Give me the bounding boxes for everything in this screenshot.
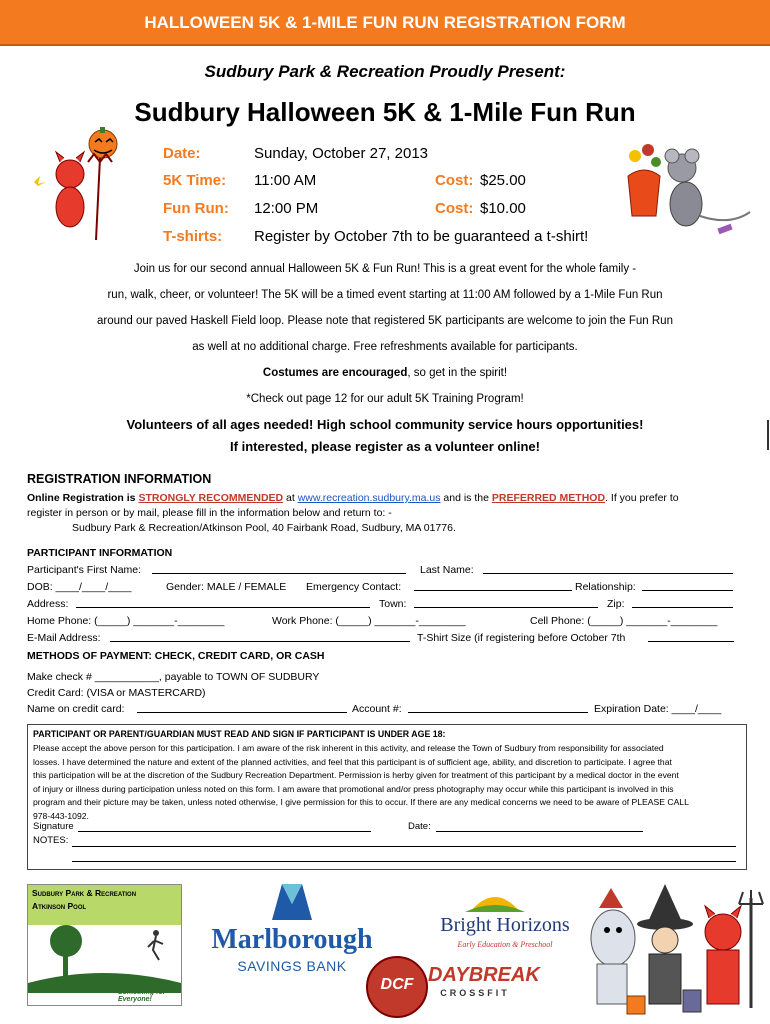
signature-date-field[interactable] xyxy=(436,821,643,832)
fun-run-label: Fun Run: xyxy=(163,200,229,217)
cost-fun-label: Cost: xyxy=(435,200,474,217)
email-label: E-Mail Address: xyxy=(27,632,101,644)
registration-heading: REGISTRATION INFORMATION xyxy=(27,472,212,486)
waiver-text xyxy=(33,742,745,824)
prefer-text: . If you prefer to xyxy=(605,492,679,504)
recreation-website-link[interactable]: www.recreation.sudbury.ma.us xyxy=(297,492,441,504)
marlborough-m-icon xyxy=(268,880,316,922)
online-registration-label: Online Registration is xyxy=(27,492,139,504)
marlborough-name: Marlborough xyxy=(211,924,373,955)
mouse-candy-illustration xyxy=(620,136,760,246)
spr-pool: Atkinson Pool xyxy=(32,901,87,911)
waiver-line: 978-443-1092. xyxy=(33,810,89,821)
account-field[interactable] xyxy=(408,701,588,713)
cost-5k-value: $25.00 xyxy=(480,172,526,189)
town-field[interactable] xyxy=(414,596,598,608)
time-value: 11:00 AM xyxy=(254,172,317,189)
town-label: Town: xyxy=(379,598,407,610)
intro-paragraph xyxy=(30,256,740,412)
daybreak-crossfit-logo xyxy=(428,964,540,1006)
last-name-label: Last Name: xyxy=(420,564,474,576)
spr-tagline: Something for Everyone! xyxy=(118,989,166,1003)
tshirt-size-field[interactable] xyxy=(648,630,734,642)
devil-pumpkin-illustration xyxy=(28,122,128,242)
tshirt-label: T-shirts: xyxy=(163,228,223,245)
waiver-line: Please accept the above person for this participation. I am aware of the risk inherent in this activity, and release the Town of Sudbury from responsibility for associated xyxy=(33,743,664,753)
address-label: Address: xyxy=(27,598,69,610)
volunteers-line-1: Volunteers of all ages needed! High school community service hours opportunities! xyxy=(126,417,644,432)
relationship-field[interactable] xyxy=(642,579,733,591)
gender-field[interactable]: Gender: MALE / FEMALE xyxy=(166,581,287,593)
intro-line-4: as well at no additional charge. Free refreshments available for participants. xyxy=(192,341,578,353)
spr-name: Sudbury Park & Recreation xyxy=(32,888,137,898)
relationship-label: Relationship: xyxy=(575,581,636,593)
sudbury-park-rec-logo xyxy=(27,884,182,1006)
fun-run-value: 12:00 PM xyxy=(254,200,319,217)
intro-line-2: run, walk, cheer, or volunteer! The 5K will be a timed event starting at 11:00 AM followed by a 1-Mile Fun Run xyxy=(107,289,663,301)
strongly-recommended: STRONGLY RECOMMENDED xyxy=(138,492,284,504)
at-text: at xyxy=(283,492,298,504)
marlborough-logo xyxy=(192,880,392,1000)
zip-label: Zip: xyxy=(607,598,625,610)
credit-card-type: Credit Card: (VISA or MASTERCARD) xyxy=(27,687,206,699)
event-title: Sudbury Halloween 5K & 1-Mile Fun Run xyxy=(134,97,636,127)
dcf-logo xyxy=(366,956,428,1018)
waiver-heading: PARTICIPANT OR PARENT/GUARDIAN MUST READ AND SIGN IF PARTICIPANT IS UNDER AGE 18: xyxy=(33,729,446,739)
expiration-field[interactable]: Expiration Date: ____/____ xyxy=(594,703,722,715)
subtitle: Sudbury Park & Recreation Proudly Present: xyxy=(204,62,566,81)
participant-heading: PARTICIPANT INFORMATION xyxy=(27,547,173,559)
home-phone-field[interactable]: Home Phone: (_____) _______-________ xyxy=(27,615,225,627)
work-phone-field[interactable]: Work Phone: (_____) _______-________ xyxy=(272,615,466,627)
emergency-contact-label: Emergency Contact: xyxy=(306,581,402,593)
date-label: Date: xyxy=(163,145,201,162)
address-field[interactable] xyxy=(76,596,370,608)
signature-label: Signature xyxy=(33,821,74,832)
emergency-contact-field[interactable] xyxy=(414,579,572,591)
last-name-field[interactable] xyxy=(483,562,733,574)
tshirt-size-label: T-Shirt Size (if registering before October 7th xyxy=(417,632,626,644)
costumes-rest: , so get in the spirit! xyxy=(407,367,508,379)
intro-line-1: Join us for our second annual Halloween 5K & Fun Run! This is a great event for the whole family - xyxy=(133,263,637,275)
notes-label: NOTES: xyxy=(33,835,69,846)
marlborough-sub: SAVINGS BANK xyxy=(237,958,347,974)
scan-mark xyxy=(767,420,769,450)
first-name-field[interactable] xyxy=(152,562,406,574)
payment-heading: METHODS OF PAYMENT: CHECK, CREDIT CARD, OR CASH xyxy=(27,650,325,662)
volunteers-line-2: If interested, please register as a volunteer online! xyxy=(230,439,540,454)
cost-fun-value: $10.00 xyxy=(480,200,526,217)
first-name-label: Participant's First Name: xyxy=(27,564,142,576)
daybreak-text: DAYBREAK xyxy=(428,964,540,986)
waiver-line: losses. I have determined the nature and extent of the planned activities, and feel that this participant is of sufficient age, ability, and discretion to participate. I agree that xyxy=(33,756,672,767)
intro-line-3: around our paved Haskell Field loop. Please note that registered 5K participants are welcome to join the Fun Run xyxy=(97,315,673,327)
and-is-text: and is the xyxy=(440,492,492,504)
email-field[interactable] xyxy=(110,630,410,642)
bright-horizons-name: Bright Horizons xyxy=(440,914,570,936)
form-banner: HALLOWEEN 5K & 1-MILE FUN RUN REGISTRATION FORM xyxy=(0,0,770,46)
signature-field[interactable] xyxy=(78,821,371,832)
waiver-line: program and their picture may be taken, unless noted otherwise, I give permission for this to occur. If there are any medical concerns we need to be aware of PLEASE CALL xyxy=(33,797,689,808)
costumes-line xyxy=(30,360,740,386)
notes-field-line-1[interactable] xyxy=(72,836,736,847)
registration-text xyxy=(27,491,747,536)
zip-field[interactable] xyxy=(632,596,733,608)
preferred-method: PREFERRED METHOD xyxy=(491,492,606,504)
name-on-card-field[interactable] xyxy=(137,701,347,713)
dob-field[interactable]: DOB: ____/____/____ xyxy=(27,581,132,593)
time-label: 5K Time: xyxy=(163,172,227,189)
waiver-line: of injury or illness during participation unless noted on this form. I am aware that promotional and/or press photography may occur while this participant is involved in this xyxy=(33,783,674,794)
registration-line-2: register in person or by mail, please fill in the information below and return to: - xyxy=(27,507,392,519)
date-value: Sunday, October 27, 2013 xyxy=(254,145,429,162)
date-label-sign: Date: xyxy=(408,821,431,832)
account-label: Account #: xyxy=(352,703,402,715)
bright-horizons-logo xyxy=(430,886,580,956)
tree-runner-icon xyxy=(28,923,181,993)
sunrise-icon xyxy=(460,886,530,912)
check-field[interactable]: Make check # ___________, payable to TOWN OF SUDBURY xyxy=(27,671,320,683)
mailing-address: Sudbury Park & Recreation/Atkinson Pool, 40 Fairbank Road, Sudbury, MA 01776. xyxy=(72,522,456,534)
dcf-text: DCF xyxy=(380,976,414,993)
waiver-line: this participation will be at the discretion of the Sudbury Recreation Department. Permission is herby given for treatment of this participant by a medical doctor in the event xyxy=(33,770,679,781)
volunteers-callout xyxy=(30,414,740,458)
bright-horizons-sub: Early Education & Preschool xyxy=(457,940,553,949)
name-on-card-label: Name on credit card: xyxy=(27,703,125,715)
costume-kids-illustration xyxy=(585,878,765,1018)
cost-5k-label: Cost: xyxy=(435,172,474,189)
cell-phone-field[interactable]: Cell Phone: (_____) _______-________ xyxy=(530,615,718,627)
crossfit-text: CROSSFIT xyxy=(440,988,510,998)
tshirt-value: Register by October 7th to be guaranteed a t-shirt! xyxy=(254,228,589,245)
registration-line-1 xyxy=(27,491,747,506)
notes-field-line-2[interactable] xyxy=(72,851,736,862)
training-line: *Check out page 12 for our adult 5K Training Program! xyxy=(246,393,524,405)
costumes-bold: Costumes are encouraged xyxy=(262,367,408,379)
